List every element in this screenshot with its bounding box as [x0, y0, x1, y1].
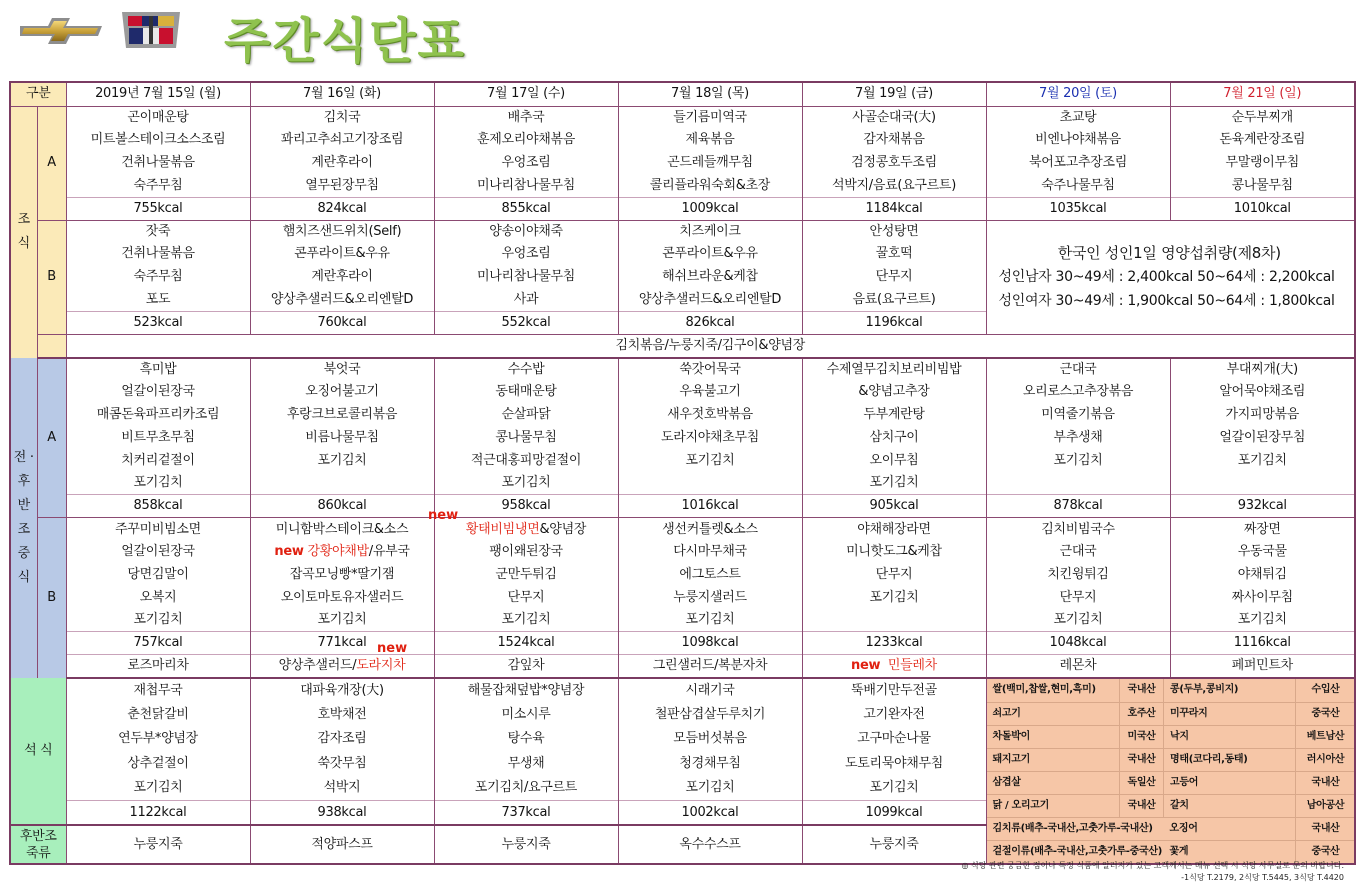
tea-row: [10, 655, 1355, 679]
breakfast-a-row-1: [10, 106, 1355, 129]
kcal-value: 858kcal: [66, 495, 250, 518]
menu-item: 순두부찌개: [1170, 106, 1355, 129]
tea-item: 페퍼민트차: [1170, 655, 1355, 679]
new-menu-text: 황태비빔냉면: [465, 521, 540, 537]
kcal-value: 1233kcal: [802, 632, 986, 655]
menu-item: 삼치구이: [802, 426, 986, 449]
tea-item: [250, 655, 434, 679]
menu-item: 포기김치: [250, 609, 434, 632]
menu-item: 단무지: [802, 563, 986, 586]
kcal-value: 1048kcal: [986, 632, 1170, 655]
menu-item: 단무지: [434, 586, 618, 609]
menu-item: 포기김치: [802, 776, 986, 800]
late-meal-item: 누룽지죽: [66, 825, 250, 863]
breakfast-a-row-2: [10, 129, 1355, 152]
origin-item: 김치류(배추-국내산,고춧가루-국내산): [987, 817, 1164, 840]
origin-country: 국내산: [1296, 771, 1356, 794]
kcal-value: 860kcal: [250, 495, 434, 518]
menu-item: 얼갈이된장국: [66, 541, 250, 564]
menu-item: 순살파닭: [434, 404, 618, 427]
lunch-b-row-1: [10, 518, 1355, 541]
menu-item: 부대찌개(大): [1170, 358, 1355, 381]
kcal-value: 755kcal: [66, 197, 250, 220]
origin-country: 독일산: [1120, 771, 1164, 794]
menu-item: 동태매운탕: [434, 381, 618, 404]
menu-item: 수수밥: [434, 358, 618, 381]
kcal-value: 523kcal: [66, 311, 250, 334]
kcal-value: 958kcal: [434, 495, 618, 518]
menu-item: 재첩무국: [66, 678, 250, 703]
breakfast-common-row: [10, 334, 1355, 358]
lunch-a-row-5: [10, 449, 1355, 472]
origin-country: 국내산: [1296, 817, 1356, 840]
lunch-b-row-2: [10, 541, 1355, 564]
tea-new-text: 도라지차: [356, 658, 406, 674]
kcal-value: 1184kcal: [802, 197, 986, 220]
menu-item: 군만두튀김: [434, 563, 618, 586]
menu-item: 미소시루: [434, 703, 618, 727]
menu-item: 사과: [434, 289, 618, 312]
new-badge: new: [428, 508, 459, 523]
menu-item: 고구마순나물: [802, 727, 986, 751]
nutrition-female: 성인여자 30~49세 : 1,900kcal 50~64세 : 1,800kcal: [998, 293, 1335, 310]
new-badge: new: [274, 544, 304, 560]
menu-item: 후랑크브로콜리볶음: [250, 404, 434, 427]
day-fri: 7월 19일 (금): [802, 82, 986, 106]
menu-item: 짜사이무침: [1170, 586, 1355, 609]
menu-item: 우엉조림: [434, 243, 618, 266]
kcal-value: 1098kcal: [618, 632, 802, 655]
menu-item: 곤이매운탕: [66, 106, 250, 129]
dinner-row-1: [10, 678, 1355, 703]
cadillac-logo-icon: [116, 8, 186, 52]
tea-text: 양상추샐러드/: [278, 658, 357, 674]
menu-item: 포기김치: [434, 609, 618, 632]
menu-item: 감자채볶음: [802, 129, 986, 152]
menu-item: 비름나물무침: [250, 426, 434, 449]
menu-item: 얼갈이된장국: [66, 381, 250, 404]
menu-item: 우엉조림: [434, 152, 618, 175]
origin-item: 꽃게: [1169, 845, 1189, 857]
kcal-value: 771kcal: [317, 635, 367, 651]
kcal-value: 932kcal: [1170, 495, 1355, 518]
menu-item: 무생채: [434, 752, 618, 776]
tea-item: [802, 655, 986, 679]
menu-item: 적근대홍피망겉절이: [434, 449, 618, 472]
menu-item: 주꾸미비빔소면: [66, 518, 250, 541]
gubun-label: 구분: [10, 82, 66, 106]
menu-item: 북엇국: [250, 358, 434, 381]
lunch-a-row-4: [10, 426, 1355, 449]
kcal-value: 737kcal: [434, 800, 618, 825]
menu-item: 포기김치: [618, 609, 802, 632]
lunch-b-kcal-row: [10, 632, 1355, 655]
origin-table-cell: [986, 678, 1355, 864]
kcal-value: 1524kcal: [434, 632, 618, 655]
day-mon: 2019년 7월 15일 (월): [66, 82, 250, 106]
day-wed: 7월 17일 (수): [434, 82, 618, 106]
menu-item: 콜리플라워숙회&초장: [618, 174, 802, 197]
origin-row: [987, 748, 1356, 771]
menu-item: 콩나물무침: [1170, 174, 1355, 197]
origin-item: 고등어: [1164, 771, 1296, 794]
origin-item: 오징어: [1164, 817, 1296, 840]
menu-item: 단무지: [802, 266, 986, 289]
menu-item: 고기완자전: [802, 703, 986, 727]
origin-item: 차돌박이: [987, 725, 1120, 748]
menu-item: 수제열무김치보리비빔밥: [802, 358, 986, 381]
footer-phones: -1식당 T.2179, 2식당 T.5445, 3식당 T.4420: [1181, 873, 1344, 882]
menu-item: 사골순대국(大): [802, 106, 986, 129]
menu-item: 미나리참나물무침: [434, 266, 618, 289]
lunch-b-row-3: [10, 563, 1355, 586]
breakfast-common: 김치볶음/누룽지죽/김구이&양념장: [66, 334, 1355, 358]
menu-item: 초교탕: [986, 106, 1170, 129]
day-sun: 7월 21일 (일): [1170, 82, 1355, 106]
menu-item: 시래기국: [618, 678, 802, 703]
menu-item: 포기김치/요구르트: [434, 776, 618, 800]
late-meal-item: 누룽지죽: [434, 825, 618, 863]
menu-item: 생선커틀렛&소스: [618, 518, 802, 541]
origin-row: [987, 679, 1356, 702]
menu-item: 얼갈이된장무침: [1170, 426, 1355, 449]
kcal-value: 1196kcal: [802, 311, 986, 334]
origin-row: [987, 725, 1356, 748]
menu-item: 포도: [66, 289, 250, 312]
menu-item: [986, 472, 1170, 495]
origin-country: 수입산: [1296, 679, 1356, 702]
menu-item: 해물잡채덮밥*양념장: [434, 678, 618, 703]
menu-item: 청경채무침: [618, 752, 802, 776]
menu-item: 치커리겉절이: [66, 449, 250, 472]
menu-item: 콘푸라이트&우유: [618, 243, 802, 266]
lunch-a-row-2: [10, 381, 1355, 404]
menu-item: 포기김치: [1170, 449, 1355, 472]
kcal-value: 1099kcal: [802, 800, 986, 825]
menu-item: [802, 609, 986, 632]
kcal-value: 855kcal: [434, 197, 618, 220]
day-tue: 7월 16일 (화): [250, 82, 434, 106]
menu-item: 상추겉절이: [66, 752, 250, 776]
menu-item: 양상추샐러드&오리엔탈D: [250, 289, 434, 312]
menu-item: 포기김치: [802, 586, 986, 609]
menu-item: 음료(요구르트): [802, 289, 986, 312]
nutrition-title: 한국인 성인1일 영양섭취량(제8차): [1057, 244, 1281, 263]
origin-country: 중국산: [1296, 840, 1356, 863]
origin-row: [987, 771, 1356, 794]
menu-item: 김치비빔국수: [986, 518, 1170, 541]
origin-country: 미국산: [1120, 725, 1164, 748]
breakfast-a-label: A: [37, 106, 66, 220]
menu-item: 숙주나물무침: [986, 174, 1170, 197]
kcal-value: 905kcal: [802, 495, 986, 518]
menu-item: 근대국: [986, 358, 1170, 381]
menu-item: 오리로스고추장볶음: [986, 381, 1170, 404]
menu-item: 포기김치: [1170, 609, 1355, 632]
origin-item: 콩(두부,콩비지): [1164, 679, 1296, 702]
menu-item: 새우젓호박볶음: [618, 404, 802, 427]
breakfast-a-row-4: [10, 174, 1355, 197]
menu-item: 배추국: [434, 106, 618, 129]
menu-item: 건취나물볶음: [66, 243, 250, 266]
nutrition-male: 성인남자 30~49세 : 2,400kcal 50~64세 : 2,200kcal: [998, 269, 1335, 286]
menu-item: 양상추샐러드&오리엔탈D: [618, 289, 802, 312]
menu-item: 비엔나야채볶음: [986, 129, 1170, 152]
kcal-value: 938kcal: [250, 800, 434, 825]
weekly-menu-table: [9, 81, 1356, 865]
origin-item: 겉절이류(배추-국내산,고춧가루-중국산): [992, 845, 1163, 857]
menu-item: 잣죽: [66, 220, 250, 243]
menu-item-special: [250, 541, 434, 564]
breakfast-a-row-3: [10, 152, 1355, 175]
menu-item: 양송이야채죽: [434, 220, 618, 243]
kcal-value: 760kcal: [250, 311, 434, 334]
menu-item: 포기김치: [986, 609, 1170, 632]
menu-item: 팽이왜된장국: [434, 541, 618, 564]
menu-item: [1170, 472, 1355, 495]
origin-country: 국내산: [1120, 794, 1164, 817]
menu-item: 석박지: [250, 776, 434, 800]
menu-item: 계란후라이: [250, 152, 434, 175]
menu-item: 부추생채: [986, 426, 1170, 449]
lunch-b-row-4: [10, 586, 1355, 609]
menu-item: 꽈리고추쇠고기장조림: [250, 129, 434, 152]
origin-item: 갈치: [1164, 794, 1296, 817]
menu-item: 해쉬브라운&케찹: [618, 266, 802, 289]
origin-country: 베트남산: [1296, 725, 1356, 748]
menu-item: 오이무침: [802, 449, 986, 472]
lunch-a-row-1: [10, 358, 1355, 381]
menu-item: 돈육계란장조림: [1170, 129, 1355, 152]
kcal-value: 1002kcal: [618, 800, 802, 825]
menu-item: 도라지야채초무침: [618, 426, 802, 449]
menu-item: 흑미밥: [66, 358, 250, 381]
lunch-b-row-5: [10, 609, 1355, 632]
menu-item: 치즈케이크: [618, 220, 802, 243]
menu-item: 훈제오리야채볶음: [434, 129, 618, 152]
menu-item: 우육불고기: [618, 381, 802, 404]
origin-item: 명태(코다리,동태): [1164, 748, 1296, 771]
menu-item: 오이토마토유자샐러드: [250, 586, 434, 609]
menu-item: 포기김치: [66, 776, 250, 800]
origin-row: [987, 817, 1356, 840]
menu-item: 가지피망볶음: [1170, 404, 1355, 427]
menu-item: 치킨윙튀김: [986, 563, 1170, 586]
origin-item: 삼겹살: [987, 771, 1120, 794]
menu-item: 호박채전: [250, 703, 434, 727]
new-badge: new: [851, 658, 881, 674]
day-sat: 7월 20일 (토): [986, 82, 1170, 106]
late-meal-item: 옥수수스프: [618, 825, 802, 863]
late-meal-item: 누룽지죽: [802, 825, 986, 863]
menu-item: 근대국: [986, 541, 1170, 564]
menu-item: 당면김말이: [66, 563, 250, 586]
menu-item: 포기김치: [66, 472, 250, 495]
menu-item: 두부계란탕: [802, 404, 986, 427]
footer-notice: ◎ 식당 관련 궁금한 점이나 특정 식품에 알러지가 있는 고객께서는 메뉴 선택 시 식당 사무실로 문의 바랍니다.: [961, 861, 1344, 870]
menu-item: 누룽지샐러드: [618, 586, 802, 609]
menu-item: 숙주무침: [66, 266, 250, 289]
menu-item: 제육볶음: [618, 129, 802, 152]
kcal-value: 824kcal: [250, 197, 434, 220]
menu-item: 대파육개장(大): [250, 678, 434, 703]
menu-item: 숙주무침: [66, 174, 250, 197]
menu-item: 곤드레들깨무침: [618, 152, 802, 175]
kcal-value: 757kcal: [66, 632, 250, 655]
lunch-b-label: B: [37, 518, 66, 678]
menu-item: [618, 472, 802, 495]
menu-item: 포기김치: [618, 449, 802, 472]
menu-item: 다시마무채국: [618, 541, 802, 564]
header: [0, 0, 1362, 80]
menu-item: 미트볼스테이크소스조림: [66, 129, 250, 152]
kcal-value: 1010kcal: [1170, 197, 1355, 220]
origin-country: 국내산: [1120, 748, 1164, 771]
menu-item: 모듬버섯볶음: [618, 727, 802, 751]
origin-country: 러시아산: [1296, 748, 1356, 771]
menu-item: 석박지/음료(요구르트): [802, 174, 986, 197]
nutrition-info: [986, 220, 1355, 334]
tea-item: 감잎차: [434, 655, 618, 679]
menu-item: 건취나물볶음: [66, 152, 250, 175]
origin-row: [987, 702, 1356, 725]
origin-country: 남아공산: [1296, 794, 1356, 817]
breakfast-b-row-1: [10, 220, 1355, 243]
menu-item: 열무된장무침: [250, 174, 434, 197]
menu-item: 햄치즈샌드위치(Self): [250, 220, 434, 243]
breakfast-a-kcal-row: [10, 197, 1355, 220]
menu-item-special: [434, 518, 618, 541]
lunch-a-label: A: [37, 358, 66, 518]
menu-item: 춘천닭갈비: [66, 703, 250, 727]
kcal-value: 878kcal: [986, 495, 1170, 518]
menu-item: 포기김치: [618, 776, 802, 800]
menu-item: 들기름미역국: [618, 106, 802, 129]
section-lunch: 전 · 후 반 조 중 식: [10, 358, 37, 678]
menu-item: 오복지: [66, 586, 250, 609]
origin-item: 쇠고기: [987, 702, 1120, 725]
section-breakfast: 조 식: [10, 106, 37, 358]
menu-item: 에그토스트: [618, 563, 802, 586]
menu-text: /유부국: [368, 544, 410, 560]
menu-item: 단무지: [986, 586, 1170, 609]
origin-item: 돼지고기: [987, 748, 1120, 771]
kcal-value: 552kcal: [434, 311, 618, 334]
kcal-value: 826kcal: [618, 311, 802, 334]
day-thu: 7월 18일 (목): [618, 82, 802, 106]
menu-item: 안성탕면: [802, 220, 986, 243]
menu-item: 검정콩호두조림: [802, 152, 986, 175]
origin-item: 낙지: [1164, 725, 1296, 748]
menu-item: 탕수육: [434, 727, 618, 751]
menu-item: 미니함박스테이크&소스: [250, 518, 434, 541]
menu-item: 포기김치: [434, 472, 618, 495]
origin-item: 미꾸라지: [1164, 702, 1296, 725]
menu-item: 미나리참나물무침: [434, 174, 618, 197]
menu-text: &양념장: [539, 521, 587, 537]
menu-item: 콘푸라이트&우유: [250, 243, 434, 266]
lunch-a-kcal-row: [10, 495, 1355, 518]
tea-new-text: 민들레차: [887, 658, 937, 674]
menu-item: 오징어불고기: [250, 381, 434, 404]
menu-item: 연두부*양념장: [66, 727, 250, 751]
menu-item: 미역줄기볶음: [986, 404, 1170, 427]
menu-item: 뚝배기만두전골: [802, 678, 986, 703]
origin-item: 닭 / 오리고기: [987, 794, 1120, 817]
origin-country: 국내산: [1120, 679, 1164, 702]
breakfast-common-spacer: [37, 334, 66, 358]
page-title: 주간식단표: [224, 13, 466, 69]
origin-country: 중국산: [1296, 702, 1356, 725]
menu-item: 꿀호떡: [802, 243, 986, 266]
menu-item: 북어포고추장조림: [986, 152, 1170, 175]
origin-item: 쌀(백미,찹쌀,현미,흑미): [987, 679, 1120, 702]
kcal-value: 1122kcal: [66, 800, 250, 825]
menu-item: 포기김치: [802, 472, 986, 495]
header-row: [10, 82, 1355, 106]
kcal-value: 1016kcal: [618, 495, 802, 518]
menu-item: &양념고추장: [802, 381, 986, 404]
breakfast-b-label: B: [37, 220, 66, 334]
menu-item: 계란후라이: [250, 266, 434, 289]
kcal-value: 1009kcal: [618, 197, 802, 220]
menu-item: 쑥갓어묵국: [618, 358, 802, 381]
menu-item: 쑥갓무침: [250, 752, 434, 776]
menu-item: 비트무초무침: [66, 426, 250, 449]
menu-item: 무말랭이무침: [1170, 152, 1355, 175]
menu-item: 도토리묵야채무침: [802, 752, 986, 776]
menu-item: [250, 472, 434, 495]
menu-item: 잡곡모닝빵*딸기잼: [250, 563, 434, 586]
kcal-value: 1035kcal: [986, 197, 1170, 220]
menu-item: 김치국: [250, 106, 434, 129]
menu-item: 콩나물무침: [434, 426, 618, 449]
tea-item: 로즈마리차: [66, 655, 250, 679]
new-menu-text: 강황야채밥: [307, 544, 369, 560]
menu-item: 알어묵야채조림: [1170, 381, 1355, 404]
new-badge: new: [377, 641, 408, 656]
chevrolet-logo-icon: [18, 14, 104, 48]
tea-item: 그린샐러드/복분자차: [618, 655, 802, 679]
menu-item: 야채해장라면: [802, 518, 986, 541]
lunch-a-row-6: [10, 472, 1355, 495]
menu-item: 감자조림: [250, 727, 434, 751]
origin-table: [987, 679, 1356, 863]
menu-item: 야채튀김: [1170, 563, 1355, 586]
menu-item: 짜장면: [1170, 518, 1355, 541]
tea-item: 레몬차: [986, 655, 1170, 679]
menu-item: 매콤돈육파프리카조림: [66, 404, 250, 427]
menu-item: 미니핫도그&케찹: [802, 541, 986, 564]
late-meal-item: 적양파스프: [250, 825, 434, 863]
menu-item: 포기김치: [986, 449, 1170, 472]
section-dinner: 석 식: [10, 678, 66, 825]
origin-row: [987, 794, 1356, 817]
menu-item: 포기김치: [250, 449, 434, 472]
menu-item: 우동국물: [1170, 541, 1355, 564]
kcal-value: 1116kcal: [1170, 632, 1355, 655]
menu-item: 포기김치: [66, 609, 250, 632]
origin-country: 호주산: [1120, 702, 1164, 725]
section-late: 후반조 죽류: [10, 825, 66, 863]
lunch-a-row-3: [10, 404, 1355, 427]
menu-item: 철판삼겹살두루치기: [618, 703, 802, 727]
